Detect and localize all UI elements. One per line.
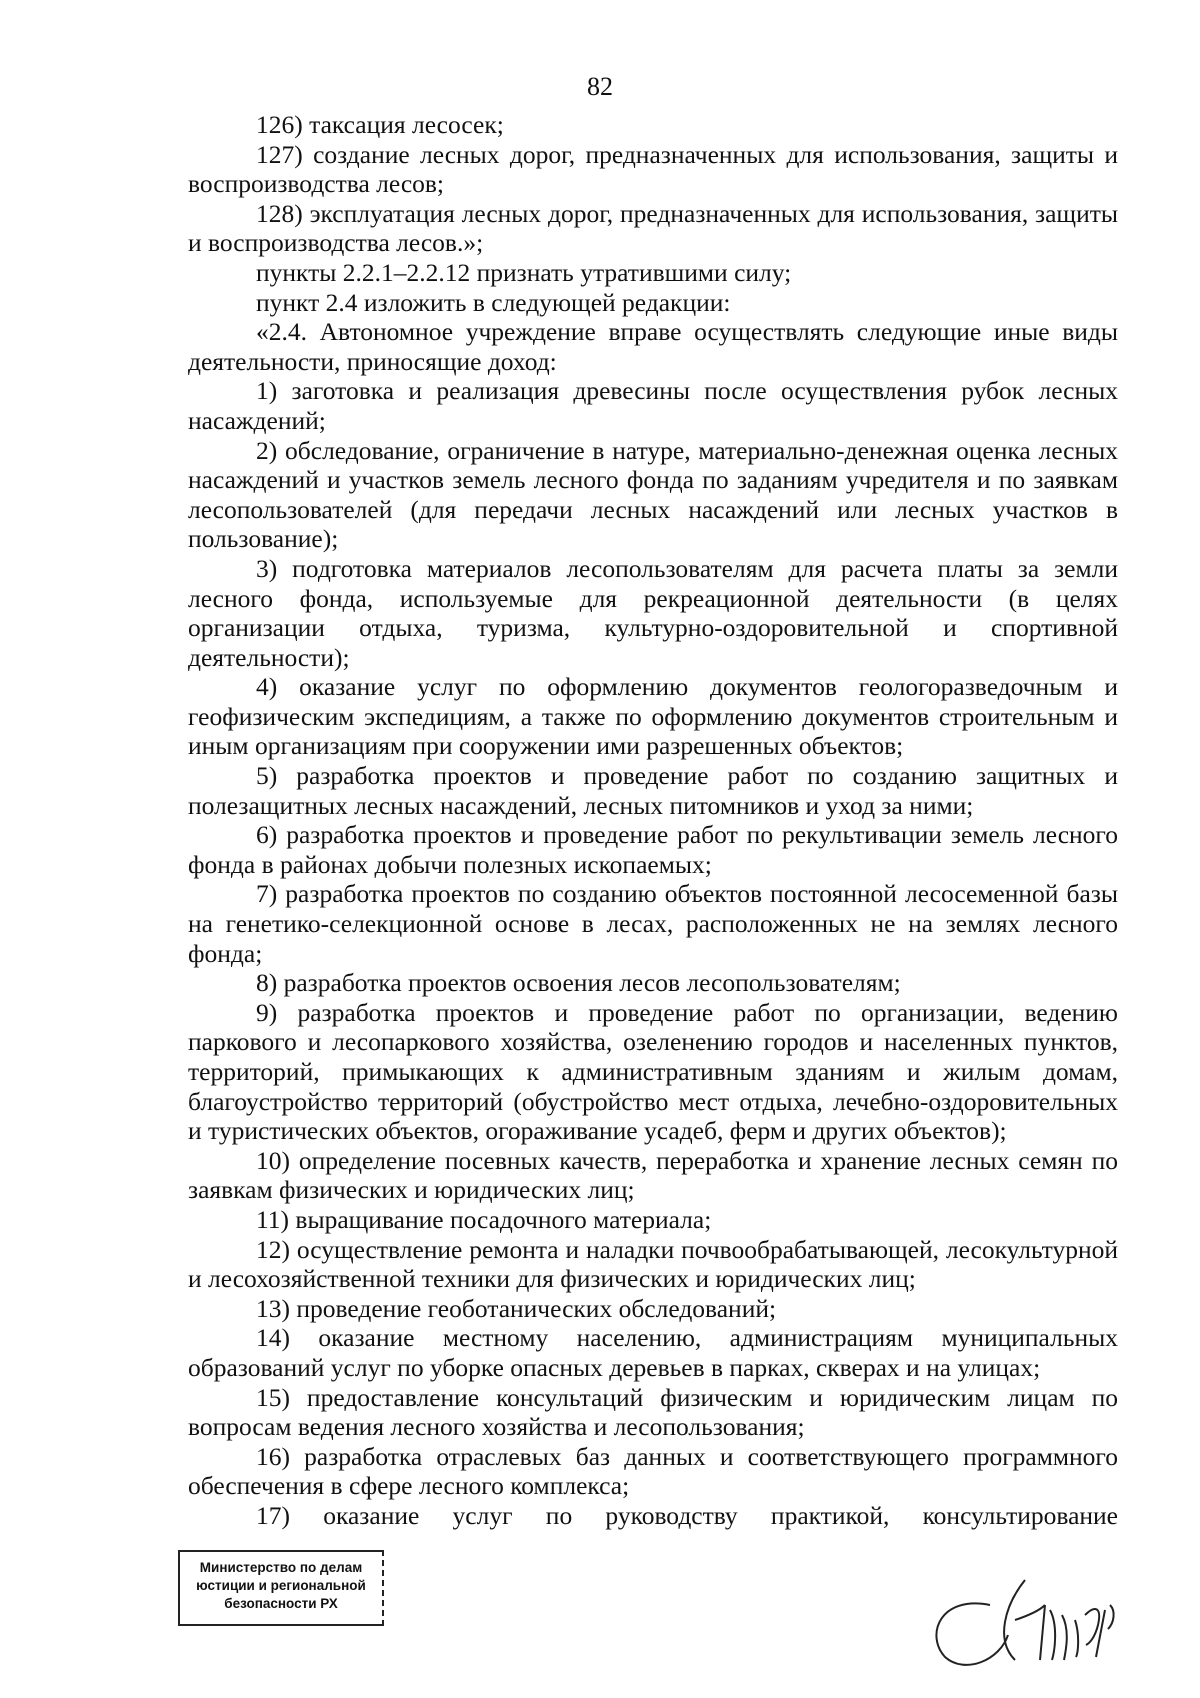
paragraph: 4) оказание услуг по оформлению документов геологоразведочным и геофизическим экспедициям, а также по оформлению документов строительным и иным организациям при сооружении ими разрешенных объектов; [188, 672, 1118, 761]
paragraph: 10) определение посевных качеств, переработка и хранение лесных семян по заявкам физических и юридических лиц; [188, 1145, 1118, 1205]
paragraph: «2.4. Автономное учреждение вправе осуществлять следующие иные виды деятельности, приносящие доход: [188, 317, 1118, 376]
paragraph: 14) оказание местному населению, администрациям муниципальных образований услуг по уборке опасных деревьев в парках, скверах и на улицах; [188, 1323, 1118, 1382]
paragraph: 13) проведение геоботанических обследований; [256, 1293, 777, 1323]
paragraph: пункты 2.2.1–2.2.12 признать утратившими силу; [256, 257, 792, 287]
paragraph: 6) разработка проектов и проведение работ по рекультивации земель лесного фонда в районах добычи полезных ископаемых; [188, 820, 1118, 879]
paragraph: 5) разработка проектов и проведение работ по созданию защитных и полезащитных лесных насаждений, лесных питомников и уход за ними; [188, 761, 1118, 820]
paragraph: 17) оказание услуг по руководству практикой, консультирование [256, 1500, 1118, 1530]
stamp-line: безопасности РХ [224, 1596, 338, 1611]
stamp-line: юстиции и региональной [196, 1578, 366, 1593]
paragraph: 128) эксплуатация лесных дорог, предназначенных для использования, защиты и воспроизводства лесов.»; [188, 198, 1118, 258]
paragraph: 126) таксация лесосек; [256, 110, 504, 139]
paragraph: 3) подготовка материалов лесопользователям для расчета платы за земли лесного фонда, используемые для рекреационной деятельности (в целях организации отдыха, туризма, культурно-оздоровительной и спортивной деятельности); [188, 553, 1118, 672]
paragraph: 7) разработка проектов по созданию объектов постоянной лесосеменной базы на генетико-селекционной основе в лесах, расположенных не на землях лесного фонда; [188, 879, 1118, 968]
document-body [188, 110, 1118, 1531]
paragraph: 8) разработка проектов освоения лесов лесопользователям; [256, 968, 901, 998]
paragraph: 1) заготовка и реализация древесины после осуществления рубок лесных насаждений; [188, 376, 1118, 435]
handwritten-signature [920, 1565, 1150, 1675]
ministry-stamp [178, 1550, 384, 1626]
page-number: 82 [587, 72, 613, 101]
paragraph: 15) предоставление консультаций физическим и юридическим лицам по вопросам ведения лесного хозяйства и лесопользования; [188, 1382, 1118, 1442]
paragraph: 16) разработка отраслевых баз данных и соответствующего программного обеспечения в сфере лесного комплекса; [188, 1441, 1118, 1501]
paragraph: 12) осуществление ремонта и наладки почвообрабатывающей, лесокультурной и лесохозяйственной техники для физических и юридических лиц; [188, 1234, 1118, 1294]
stamp-line: Министерство по делам [199, 1560, 363, 1575]
paragraph: 11) выращивание посадочного материала; [256, 1204, 712, 1234]
paragraph: 9) разработка проектов и проведение работ по организации, ведению паркового и лесопаркового хозяйства, озеленению городов и населенных пунктов, территорий, примыкающих к административным зданиям и жилым домам, благоустройство территорий (обустройство мест отдыха, лечебно-оздоровительных и туристических объектов, огораживание усадеб, ферм и других объектов); [188, 997, 1118, 1146]
paragraph: 127) создание лесных дорог, предназначенных для использования, защиты и воспроизводства лесов; [188, 139, 1118, 199]
paragraph: пункт 2.4 изложить в следующей редакции: [256, 287, 731, 317]
paragraph: 2) обследование, ограничение в натуре, материально-денежная оценка лесных насаждений и участков земель лесного фонда по заданиям учредителя и по заявкам лесопользователей (для передачи лесных насаждений или лесных участков в пользование); [188, 435, 1118, 554]
